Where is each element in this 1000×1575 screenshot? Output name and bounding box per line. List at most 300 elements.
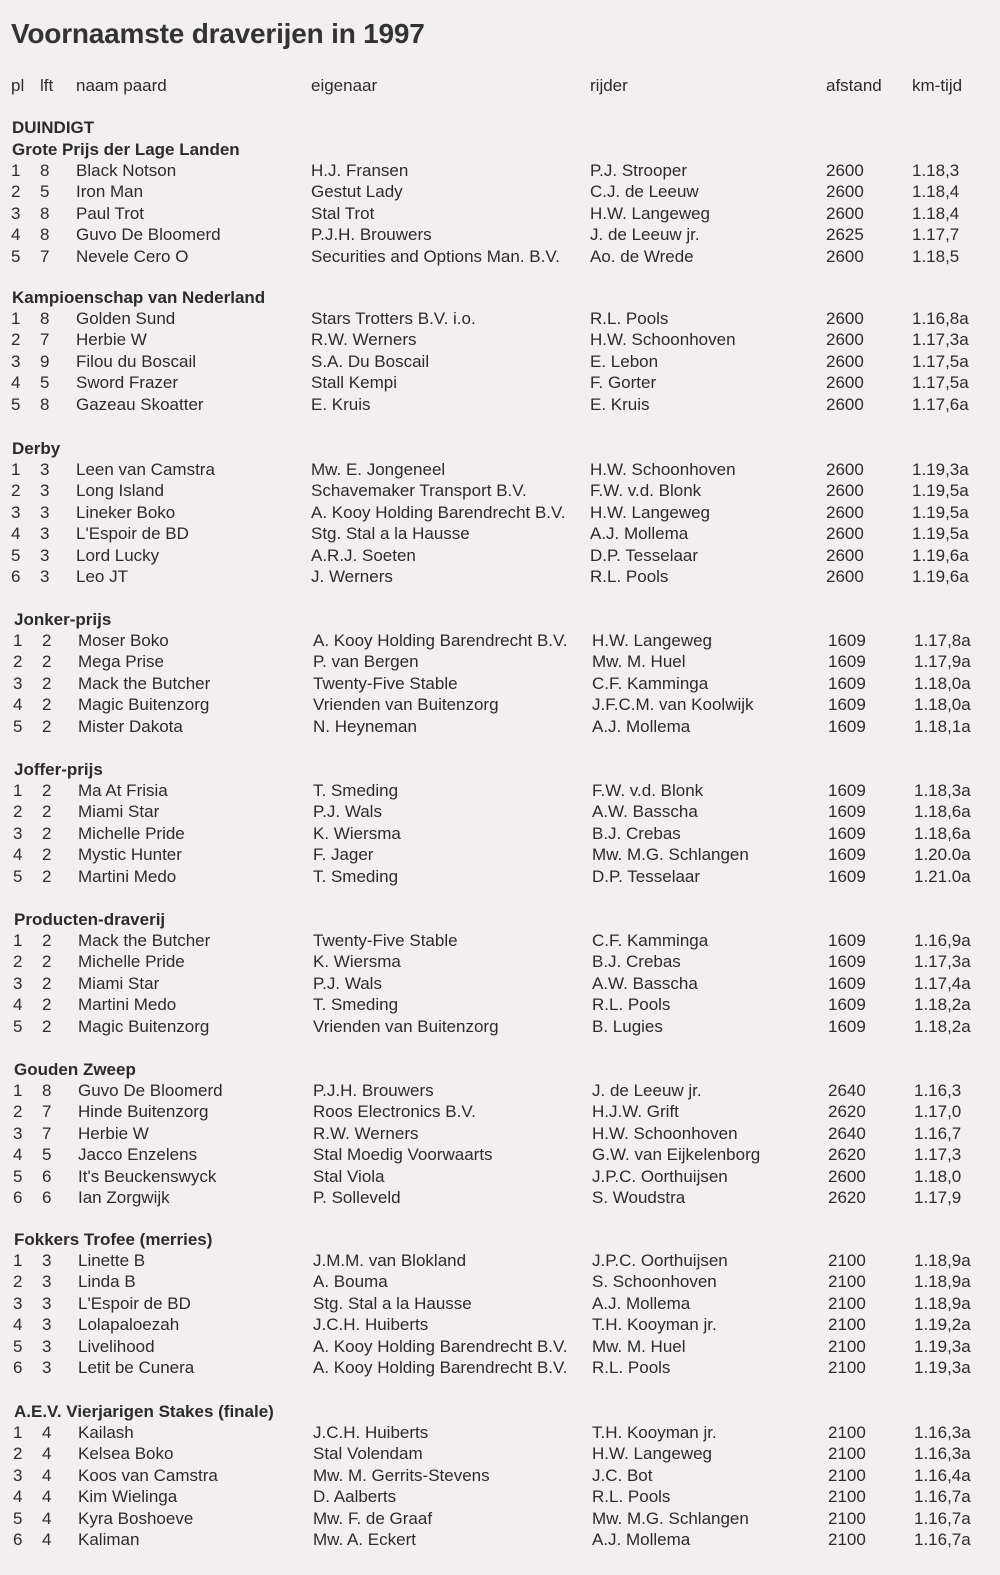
cell-naam-paard: L'Espoir de BD (76, 524, 189, 544)
cell-lft: 8 (40, 309, 50, 328)
cell-lft: 2 (42, 866, 52, 886)
cell-eigenaar: Stal Trot (311, 203, 375, 223)
cell-eigenaar: P. van Bergen (313, 652, 419, 672)
cell-rijder: E. Kruis (590, 394, 650, 414)
cell-naam-paard: Kim Wielinga (78, 1487, 178, 1507)
cell-rijder: A.J. Mollema (592, 1530, 691, 1549)
header-km-tijd: km-tijd (912, 76, 963, 95)
cell-rijder: Mw. M.G. Schlangen (592, 1508, 749, 1528)
cell-naam-paard: Michelle Pride (78, 952, 185, 972)
cell-lft: 4 (42, 1530, 52, 1549)
cell-afstand: 1609 (828, 823, 866, 843)
race-section (0, 439, 1000, 586)
cell-lft: 3 (42, 1315, 52, 1335)
cell-eigenaar: S.A. Du Boscail (311, 351, 430, 371)
cell-lft: 3 (40, 460, 50, 479)
table-row (2, 1423, 1000, 1445)
cell-lft: 6 (42, 1166, 52, 1186)
cell-km-tijd: 1.18,4 (912, 182, 960, 202)
cell-lft: 3 (40, 545, 50, 565)
cell-afstand: 1609 (828, 673, 866, 693)
race-title: Kampioenschap van Nederland (12, 288, 266, 307)
cell-km-tijd: 1.18,6a (914, 823, 971, 843)
header-rijder: rijder (590, 76, 628, 95)
cell-km-tijd: 1.19,3a (914, 1336, 971, 1356)
cell-afstand: 1609 (828, 952, 866, 972)
table-row (2, 695, 1000, 717)
cell-eigenaar: Stars Trotters B.V. i.o. (311, 309, 476, 328)
table-row (2, 1167, 1000, 1189)
cell-afstand: 1609 (828, 716, 866, 736)
cell-km-tijd: 1.18,9a (914, 1293, 971, 1313)
cell-afstand: 2600 (826, 481, 864, 501)
cell-rijder: Ao. de Wrede (590, 246, 694, 266)
cell-rijder: J.F.C.M. van Koolwijk (592, 695, 754, 715)
cell-km-tijd: 1.16,7a (914, 1530, 971, 1549)
table-row (0, 225, 1000, 247)
cell-eigenaar: Stal Viola (313, 1166, 385, 1186)
cell-naam-paard: Golden Sund (76, 309, 176, 328)
cell-lft: 2 (42, 716, 52, 736)
cell-pl: 4 (13, 1145, 23, 1165)
cell-eigenaar: K. Wiersma (313, 952, 401, 972)
cell-naam-paard: Long Island (76, 481, 164, 501)
cell-pl: 2 (13, 652, 23, 672)
cell-pl: 1 (13, 781, 23, 800)
cell-eigenaar: Twenty-Five Stable (313, 931, 458, 950)
cell-naam-paard: Mega Prise (78, 652, 164, 672)
race-section (2, 610, 1000, 738)
cell-pl: 1 (13, 1423, 23, 1442)
cell-rijder: A.J. Mollema (590, 524, 689, 544)
cell-naam-paard: Gazeau Skoatter (76, 394, 204, 414)
cell-rijder: B.J. Crebas (592, 823, 681, 843)
page-title: Voornaamste draverijen in 1997 (11, 18, 425, 49)
cell-eigenaar: K. Wiersma (313, 823, 401, 843)
cell-pl: 5 (13, 866, 23, 886)
table-row (2, 867, 1000, 889)
cell-naam-paard: Paul Trot (76, 203, 145, 223)
cell-pl: 5 (13, 1508, 23, 1528)
cell-km-tijd: 1.18,9a (914, 1272, 971, 1292)
cell-pl: 6 (11, 567, 21, 586)
cell-km-tijd: 1.16,7 (914, 1123, 962, 1143)
cell-naam-paard: It's Beuckenswyck (78, 1166, 217, 1186)
cell-eigenaar: A. Kooy Holding Barendrecht B.V. (313, 1336, 568, 1356)
table-row (2, 931, 1000, 953)
cell-pl: 2 (13, 1444, 23, 1464)
cell-pl: 5 (13, 716, 23, 736)
cell-naam-paard: Magic Buitenzorg (78, 695, 210, 715)
cell-eigenaar: F. Jager (313, 845, 374, 865)
cell-km-tijd: 1.19,3a (914, 1358, 971, 1377)
cell-pl: 4 (13, 845, 23, 865)
cell-lft: 8 (40, 161, 50, 180)
cell-lft: 7 (40, 246, 50, 266)
cell-km-tijd: 1.18,1a (914, 716, 971, 736)
cell-afstand: 1609 (828, 631, 866, 650)
cell-afstand: 2100 (828, 1315, 866, 1335)
table-row (2, 952, 1000, 974)
table-row (2, 1444, 1000, 1466)
table-row (2, 1487, 1000, 1509)
cell-pl: 2 (13, 802, 23, 822)
race-title: Producten-draverij (14, 910, 166, 929)
cell-rijder: H.W. Langeweg (592, 631, 713, 650)
cell-lft: 4 (42, 1487, 52, 1507)
cell-rijder: F. Gorter (590, 373, 657, 393)
cell-naam-paard: Mack the Butcher (78, 931, 211, 950)
cell-pl: 3 (13, 973, 23, 993)
cell-pl: 2 (13, 1272, 23, 1292)
cell-afstand: 2620 (828, 1102, 866, 1122)
cell-rijder: J.P.C. Oorthuijsen (592, 1166, 728, 1186)
cell-naam-paard: Martini Medo (78, 995, 177, 1015)
cell-pl: 2 (11, 330, 21, 350)
cell-naam-paard: Lolapaloezah (78, 1315, 180, 1335)
cell-naam-paard: L'Espoir de BD (78, 1293, 191, 1313)
table-row (2, 1145, 1000, 1167)
cell-pl: 5 (13, 1016, 23, 1036)
cell-eigenaar: A.R.J. Soeten (311, 545, 416, 565)
cell-naam-paard: Letit be Cunera (78, 1358, 195, 1377)
cell-pl: 4 (11, 524, 21, 544)
cell-afstand: 2100 (828, 1251, 866, 1270)
header-pl: pl (11, 76, 25, 95)
cell-pl: 4 (13, 1315, 23, 1335)
cell-afstand: 2600 (826, 351, 864, 371)
cell-rijder: R.L. Pools (592, 1358, 671, 1377)
race-section (2, 1402, 1000, 1549)
race-section (0, 288, 1000, 416)
table-row (2, 802, 1000, 824)
cell-km-tijd: 1.17,5a (912, 351, 969, 371)
cell-pl: 4 (13, 695, 23, 715)
cell-km-tijd: 1.19,6a (912, 545, 969, 565)
race-title: Gouden Zweep (14, 1060, 136, 1079)
cell-pl: 6 (13, 1530, 23, 1549)
cell-eigenaar: R.W. Werners (313, 1123, 419, 1143)
cell-afstand: 2600 (826, 182, 864, 202)
cell-rijder: T.H. Kooyman jr. (592, 1315, 717, 1335)
cell-eigenaar: Stall Kempi (311, 373, 397, 393)
cell-afstand: 1609 (828, 995, 866, 1015)
cell-lft: 5 (40, 373, 50, 393)
cell-km-tijd: 1.16,3a (914, 1423, 971, 1442)
table-row (2, 781, 1000, 803)
cell-lft: 2 (42, 652, 52, 672)
cell-pl: 5 (11, 545, 21, 565)
race-title: Jonker-prijs (14, 610, 112, 629)
cell-naam-paard: Linda B (78, 1272, 136, 1292)
cell-naam-paard: Herbie W (76, 330, 147, 350)
cell-rijder: C.F. Kamminga (592, 931, 709, 950)
race-section (2, 760, 1000, 888)
cell-eigenaar: A. Kooy Holding Barendrecht B.V. (311, 502, 566, 522)
cell-rijder: G.W. van Eijkelenborg (592, 1145, 761, 1165)
cell-lft: 2 (42, 631, 52, 650)
cell-rijder: P.J. Strooper (590, 161, 688, 180)
cell-eigenaar: T. Smeding (313, 866, 399, 886)
table-row (2, 1251, 1000, 1273)
cell-pl: 1 (13, 631, 23, 650)
cell-rijder: H.J.W. Grift (592, 1102, 679, 1122)
cell-km-tijd: 1.18,3 (912, 161, 960, 180)
cell-lft: 2 (42, 952, 52, 972)
cell-lft: 8 (42, 1081, 52, 1100)
table-row (2, 674, 1000, 696)
table-row (2, 995, 1000, 1017)
cell-lft: 8 (40, 225, 50, 245)
cell-eigenaar: R.W. Werners (311, 330, 417, 350)
cell-pl: 1 (13, 931, 23, 950)
cell-pl: 6 (13, 1188, 23, 1207)
cell-km-tijd: 1.20.0a (914, 845, 971, 865)
cell-rijder: H.W. Langeweg (590, 502, 711, 522)
cell-pl: 3 (13, 673, 23, 693)
cell-km-tijd: 1.19,5a (912, 481, 969, 501)
cell-pl: 2 (13, 1102, 23, 1122)
cell-km-tijd: 1.18,2a (914, 995, 971, 1015)
cell-eigenaar: D. Aalberts (313, 1487, 397, 1507)
cell-lft: 3 (42, 1358, 52, 1377)
cell-lft: 7 (42, 1102, 52, 1122)
cell-rijder: F.W. v.d. Blonk (592, 781, 704, 800)
cell-eigenaar: J.C.H. Huiberts (313, 1315, 429, 1335)
cell-rijder: R.L. Pools (592, 1487, 671, 1507)
cell-km-tijd: 1.19,2a (914, 1315, 971, 1335)
cell-lft: 2 (42, 931, 52, 950)
cell-rijder: S. Woudstra (592, 1188, 686, 1207)
cell-eigenaar: J.C.H. Huiberts (313, 1423, 429, 1442)
cell-lft: 9 (40, 351, 50, 371)
cell-lft: 2 (42, 973, 52, 993)
table-row (2, 652, 1000, 674)
table-row (0, 395, 1000, 417)
cell-afstand: 2100 (828, 1272, 866, 1292)
cell-rijder: R.L. Pools (592, 995, 671, 1015)
cell-afstand: 2100 (828, 1465, 866, 1485)
cell-pl: 1 (11, 161, 21, 180)
cell-rijder: Mw. M. Huel (592, 1336, 686, 1356)
cell-afstand: 2600 (826, 545, 864, 565)
cell-eigenaar: P.J. Wals (313, 973, 382, 993)
cell-rijder: A.J. Mollema (592, 716, 691, 736)
cell-pl: 4 (11, 373, 21, 393)
cell-naam-paard: Kyra Boshoeve (78, 1508, 194, 1528)
cell-eigenaar: E. Kruis (311, 394, 371, 414)
cell-naam-paard: Black Notson (76, 161, 177, 180)
cell-km-tijd: 1.18,0a (914, 695, 971, 715)
cell-eigenaar: Roos Electronics B.V. (313, 1102, 476, 1122)
cell-rijder: H.W. Schoonhoven (592, 1123, 738, 1143)
cell-rijder: J. de Leeuw jr. (590, 225, 700, 245)
table-row (0, 247, 1000, 269)
header-afstand: afstand (826, 76, 882, 95)
cell-km-tijd: 1.16,8a (912, 309, 969, 328)
cell-lft: 7 (40, 330, 50, 350)
cell-naam-paard: Moser Boko (78, 631, 169, 650)
cell-eigenaar: A. Bouma (313, 1272, 388, 1292)
cell-rijder: F.W. v.d. Blonk (590, 481, 702, 501)
cell-naam-paard: Guvo De Bloomerd (78, 1081, 223, 1100)
cell-naam-paard: Leen van Camstra (76, 460, 215, 479)
cell-afstand: 2100 (828, 1358, 866, 1377)
cell-naam-paard: Ma At Frisia (78, 781, 168, 800)
cell-naam-paard: Miami Star (78, 802, 160, 822)
cell-naam-paard: Kaliman (78, 1530, 140, 1549)
cell-lft: 3 (42, 1336, 52, 1356)
table-row (2, 1509, 1000, 1531)
table-row (2, 631, 1000, 653)
cell-lft: 4 (42, 1465, 52, 1485)
cell-km-tijd: 1.17,3 (914, 1145, 962, 1165)
race-section (0, 118, 1000, 266)
cell-km-tijd: 1.18,9a (914, 1251, 971, 1270)
cell-lft: 3 (40, 567, 50, 586)
table-row (2, 1102, 1000, 1124)
cell-rijder: H.W. Langeweg (590, 203, 711, 223)
cell-afstand: 2100 (828, 1293, 866, 1313)
cell-eigenaar: P.J.H. Brouwers (313, 1081, 434, 1100)
table-row (0, 161, 1000, 183)
table-row (2, 974, 1000, 996)
table-row (0, 373, 1000, 395)
cell-km-tijd: 1.19,3a (912, 460, 969, 479)
cell-km-tijd: 1.18,0 (914, 1166, 962, 1186)
cell-rijder: A.J. Mollema (592, 1293, 691, 1313)
cell-lft: 2 (42, 695, 52, 715)
table-row (0, 481, 1000, 503)
cell-pl: 3 (13, 1123, 23, 1143)
cell-afstand: 2600 (826, 161, 864, 180)
race-title: DUINDIGT (12, 118, 95, 137)
table-row (0, 460, 1000, 482)
cell-eigenaar: J.M.M. van Blokland (313, 1251, 467, 1270)
cell-eigenaar: Vrienden van Buitenzorg (313, 1016, 499, 1036)
table-row (0, 182, 1000, 204)
cell-afstand: 2600 (826, 330, 864, 350)
cell-eigenaar: T. Smeding (313, 995, 399, 1015)
cell-pl: 2 (11, 182, 21, 202)
cell-km-tijd: 1.17,4a (914, 973, 971, 993)
cell-km-tijd: 1.19,6a (912, 567, 969, 586)
cell-afstand: 2600 (826, 460, 864, 479)
cell-afstand: 2600 (826, 502, 864, 522)
race-section (2, 910, 1000, 1038)
cell-lft: 2 (42, 781, 52, 800)
cell-pl: 2 (11, 481, 21, 501)
cell-naam-paard: Michelle Pride (78, 823, 185, 843)
cell-afstand: 2600 (826, 309, 864, 328)
cell-lft: 3 (40, 502, 50, 522)
cell-km-tijd: 1.18,0a (914, 673, 971, 693)
column-header-row (0, 76, 1000, 98)
table-row (0, 330, 1000, 352)
race-section (2, 1060, 1000, 1207)
cell-rijder: R.L. Pools (590, 567, 669, 586)
cell-afstand: 1609 (828, 931, 866, 950)
cell-naam-paard: Martini Medo (78, 866, 177, 886)
cell-afstand: 1609 (828, 973, 866, 993)
cell-eigenaar: Stal Volendam (313, 1444, 423, 1464)
cell-km-tijd: 1.16,9a (914, 931, 971, 950)
cell-lft: 6 (42, 1188, 52, 1207)
cell-km-tijd: 1.16,3a (914, 1444, 971, 1464)
cell-km-tijd: 1.16,3 (914, 1081, 962, 1100)
table-row (0, 309, 1000, 331)
cell-km-tijd: 1.19,5a (912, 502, 969, 522)
cell-naam-paard: Filou du Boscail (76, 351, 197, 371)
cell-km-tijd: 1.18,4 (912, 203, 960, 223)
table-row (0, 503, 1000, 525)
cell-afstand: 2640 (828, 1081, 866, 1100)
cell-naam-paard: Kelsea Boko (78, 1444, 174, 1464)
cell-afstand: 2100 (828, 1423, 866, 1442)
cell-lft: 4 (42, 1508, 52, 1528)
table-row (0, 524, 1000, 546)
cell-naam-paard: Livelihood (78, 1336, 155, 1356)
cell-rijder: Mw. M.G. Schlangen (592, 845, 749, 865)
cell-rijder: J. de Leeuw jr. (592, 1081, 702, 1100)
cell-afstand: 2600 (828, 1166, 866, 1186)
table-row (2, 1294, 1000, 1316)
cell-km-tijd: 1.17,3a (914, 952, 971, 972)
cell-afstand: 2625 (826, 225, 864, 245)
cell-naam-paard: Jacco Enzelens (78, 1145, 198, 1165)
cell-km-tijd: 1.16,4a (914, 1465, 971, 1485)
cell-afstand: 2100 (828, 1336, 866, 1356)
table-row (2, 1272, 1000, 1294)
cell-naam-paard: Koos van Camstra (78, 1465, 218, 1485)
cell-eigenaar: Stg. Stal a la Hausse (313, 1293, 472, 1313)
cell-afstand: 2600 (826, 203, 864, 223)
cell-naam-paard: Nevele Cero O (76, 246, 189, 266)
cell-pl: 3 (11, 203, 21, 223)
header-lft: lft (40, 76, 54, 95)
cell-km-tijd: 1.18,2a (914, 1016, 971, 1036)
cell-rijder: H.W. Langeweg (592, 1444, 713, 1464)
table-row (2, 845, 1000, 867)
cell-lft: 3 (42, 1293, 52, 1313)
cell-afstand: 2100 (828, 1487, 866, 1507)
cell-naam-paard: Lord Lucky (76, 545, 160, 565)
cell-km-tijd: 1.17,9 (914, 1188, 962, 1207)
cell-eigenaar: Mw. E. Jongeneel (311, 460, 446, 479)
table-row (0, 546, 1000, 568)
cell-km-tijd: 1.17,0 (914, 1102, 962, 1122)
cell-rijder: B. Lugies (592, 1016, 663, 1036)
cell-naam-paard: Lineker Boko (76, 502, 176, 522)
cell-pl: 5 (13, 1166, 23, 1186)
cell-pl: 3 (13, 1465, 23, 1485)
race-title: Derby (12, 439, 61, 458)
cell-pl: 1 (13, 1081, 23, 1100)
cell-pl: 1 (11, 460, 21, 479)
cell-eigenaar: N. Heyneman (313, 716, 417, 736)
cell-eigenaar: Mw. A. Eckert (313, 1530, 416, 1549)
cell-eigenaar: P. Solleveld (313, 1188, 401, 1207)
table-row (0, 352, 1000, 374)
table-row (0, 567, 1000, 589)
cell-eigenaar: J. Werners (311, 567, 393, 586)
cell-rijder: D.P. Tesselaar (592, 866, 701, 886)
race-section (2, 1230, 1000, 1377)
cell-lft: 8 (40, 203, 50, 223)
cell-km-tijd: 1.17,3a (912, 330, 969, 350)
cell-km-tijd: 1.19,5a (912, 524, 969, 544)
cell-pl: 3 (11, 502, 21, 522)
